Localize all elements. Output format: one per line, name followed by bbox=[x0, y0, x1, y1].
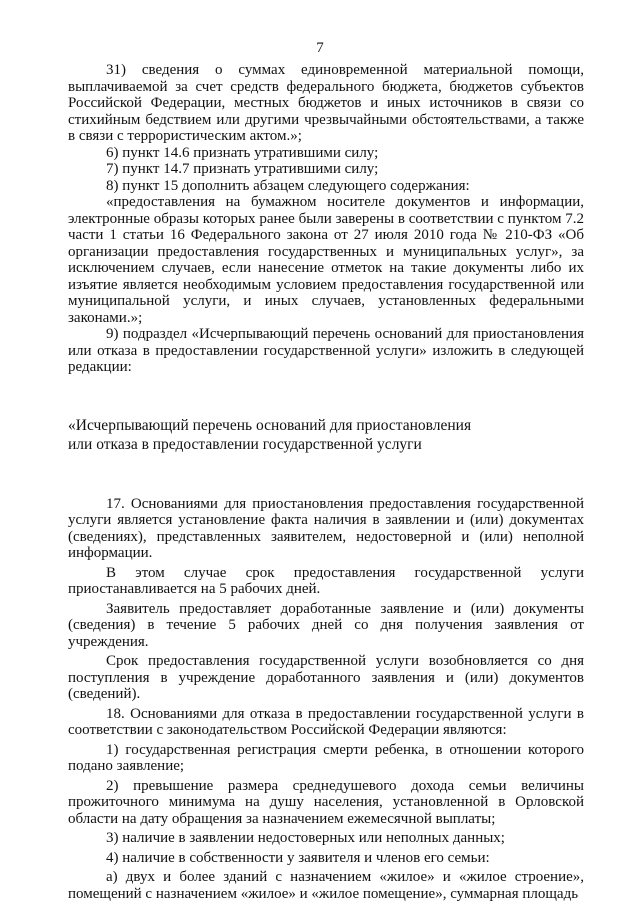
paragraph: а) двух и более зданий с назначением «жилое» и «жилое строение», помещений с назначением «жилое» и «жилое помещение», суммарная площадь bbox=[68, 869, 584, 902]
section-heading-line: или отказа в предоставлении государственной услуги bbox=[68, 435, 422, 453]
paragraph: 31) сведения о суммах единовременной материальной помощи, выплачиваемой за счет средств федерального бюджета, бюджетов субъектов Российской Федерации, местных бюджетов и иных источников в связи со стихийным бедствием или другими чрезвычайными обстоятельствами, а также в связи с террористическим актом.»; bbox=[68, 62, 584, 144]
paragraph: Заявитель предоставляет доработанные заявление и (или) документы (сведения) в течение 5 рабочих дней со дня получения заявления от учреждения. bbox=[68, 600, 584, 650]
paragraph: 9) подраздел «Исчерпывающий перечень оснований для приостановления или отказа в предоставлении государственной услуги» изложить в следующей редакции: bbox=[68, 326, 584, 375]
paragraph: 7) пункт 14.7 признать утратившими силу; bbox=[106, 161, 379, 177]
paragraph: «предоставления на бумажном носителе документов и информации, электронные образы которых ранее были заверены в соответствии с пунктом 7.2 части 1 статьи 16 Федерального закона от 27 июля 2010 года № 210-ФЗ «Об организации предоставления государственных и муниципальных услуг», за исключением случаев, если нанесение отметок на такие документы либо их изъятие является необходимым условием предоставления государственной или муниципальной услуги, и иных случаев, установленных федеральными законами.»; bbox=[68, 194, 584, 326]
paragraph: 17. Основаниями для приостановления предоставления государственной услуги является установление факта наличия в заявлении и (или) документах (сведениях), представленных заявителем, недостоверной и (или) неполной информации. bbox=[68, 495, 584, 561]
paragraph: Срок предоставления государственной услуги возобновляется со дня поступления в учреждение доработанного заявления и (или) документов (сведений). bbox=[68, 653, 584, 702]
paragraph: 4) наличие в собственности у заявителя и членов его семьи: bbox=[106, 849, 490, 866]
paragraph: В этом случае срок предоставления государственной услуги приостанавливается на 5 рабочих дней. bbox=[68, 564, 584, 597]
page-number: 7 bbox=[316, 40, 324, 56]
paragraph: 3) наличие в заявлении недостоверных или неполных данных; bbox=[106, 830, 505, 846]
section-heading bbox=[68, 416, 584, 454]
paragraph: 6) пункт 14.6 признать утратившими силу; bbox=[106, 144, 379, 161]
document-body bbox=[68, 62, 584, 902]
section-heading-line: «Исчерпывающий перечень оснований для приостановления bbox=[68, 416, 472, 434]
paragraph: 2) превышение размера среднедушевого дохода семьи величины прожиточного минимума на душу населения, установленной в Орловской области на дату обращения за назначением ежемесячной выплаты; bbox=[68, 777, 584, 827]
paragraph: 8) пункт 15 дополнить абзацем следующего содержания: bbox=[106, 177, 470, 194]
paragraph: 18. Основаниями для отказа в предоставлении государственной услуги в соответствии с законодательством Российской Федерации являются: bbox=[68, 705, 584, 738]
paragraph: 1) государственная регистрация смерти ребенка, в отношении которого подано заявление; bbox=[68, 741, 584, 774]
